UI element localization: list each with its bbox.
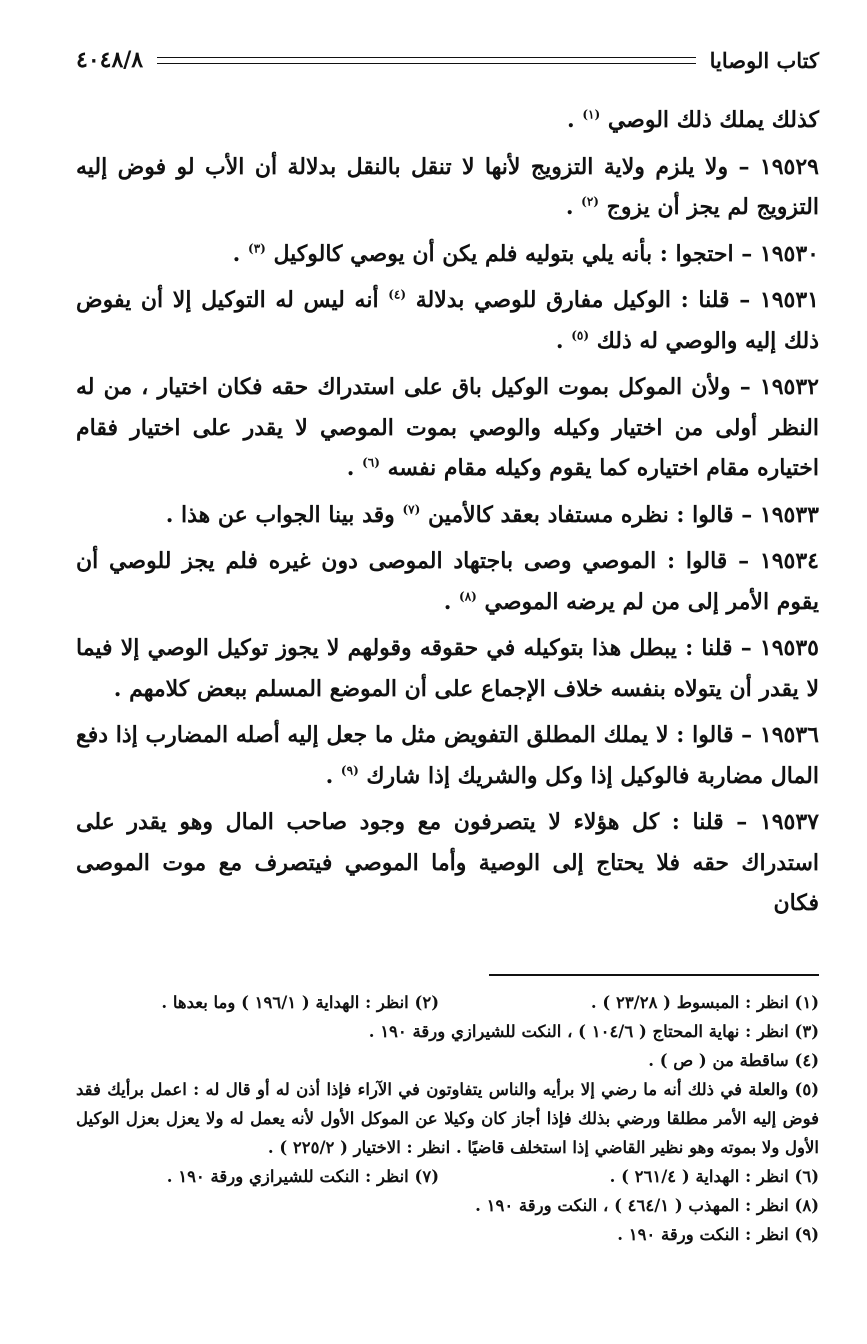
footnote-ref: (٨) <box>459 589 477 604</box>
page-number: ٤٠٤٨/٨ <box>76 47 144 73</box>
footnote: (٣) انظر : نهاية المحتاج ( ١٠٤/٦ ) ، النكت للشيرازي ورقة ١٩٠ . <box>368 1021 819 1041</box>
paragraph-number: ١٩٥٣٣ <box>759 501 819 528</box>
paragraph: ١٩٥٣٧ – قلنا : كل هؤلاء لا يتصرفون مع وجود صاحب المال وهو يقدر على استدراك حقه فلا يحتاج إلى الوصية وأما الموصي فيتصرف مع موت الموصى فكان <box>76 809 819 916</box>
footnote-ref: (١) <box>582 107 601 122</box>
footnote: (٢) انظر : الهداية ( ١٩٦/١ ) وما بعدها . <box>161 992 439 1012</box>
paragraph: ١٩٥٣٦ – قالوا : لا يملك المطلق التفويض مثل ما جعل إليه أصله المضارب إذا دفع المال مضاربة فالوكيل إذا وكل والشريك إذا شارك $^{(٩)}$ . <box>76 722 819 789</box>
footnote-ref: (٦) <box>362 455 380 470</box>
header-rule <box>157 57 696 64</box>
paragraph: ١٩٥٢٩ – ولا يلزم ولاية التزويج لأنها لا تنقل بالنقل بدلالة أن الأب لو فوض إليه التزويج لم يجز أن يزوج $^{(٢)}$ . <box>76 153 819 220</box>
paragraph: ١٩٥٣٥ – قلنا : يبطل هذا بتوكيله في حقوقه وقولهم لا يجوز توكيل الوصي إلا فيما لا يقدر أن يتولاه بنفسه خلاف الإجماع على أن الموضع المسلم ببعض كلامهم . <box>76 635 819 702</box>
paragraph-number: ١٩٥٣٥ <box>759 635 819 661</box>
paragraph: ١٩٥٣١ – قلنا : الوكيل مفارق للوصي بدلالة $^{(٤)}$ أنه ليس له التوكيل إلا أن يفوض ذلك إليه والوصي له ذلك $^{(٥)}$ . <box>76 287 819 354</box>
paragraph-number: ١٩٥٣١ <box>759 287 819 313</box>
paragraph: ١٩٥٣٤ – قالوا : الموصي وصى باجتهاد الموصى دون غيره فلم يجز للوصي أن يقوم الأمر إلى من لم يرضه الموصي $^{(٨)}$ . <box>76 548 819 615</box>
main-text <box>76 100 819 924</box>
paragraph: ١٩٥٣٣ – قالوا : نظره مستفاد بعقد كالأمين $^{(٧)}$ وقد بينا الجواب عن هذا . <box>165 501 819 528</box>
paragraph: ١٩٥٣٢ – ولأن الموكل بموت الوكيل باق على استدراك حقه فكان اختيار ، من له النظر أولى من اختيار وكيله والوصي بموت الموصي لا يقدر على اختيار فقام اختياره مقام اختياره كما يقوم وكيله مقام نفسه $^{(٦)}$ . <box>76 374 819 481</box>
book-title: كتاب الوصايا <box>709 47 819 73</box>
footnote: (٨) انظر : المهذب ( ٤٦٤/١ ) ، النكت ورقة ١٩٠ . <box>475 1195 819 1215</box>
footnote: (٩) انظر : النكت ورقة ١٩٠ . <box>617 1224 819 1244</box>
paragraph: كذلك يملك ذلك الوصي $^{(١)}$ . <box>567 107 819 133</box>
paragraph-number: ١٩٥٣٧ <box>759 809 819 835</box>
footnote: (٦) انظر : الهداية ( ٢٦١/٤ ) . <box>609 1166 819 1186</box>
paragraph: ١٩٥٣٠ – احتجوا : بأنه يلي بتوليه فلم يكن أن يوصي كالوكيل $^{(٣)}$ . <box>232 240 819 267</box>
paragraph-number: ١٩٥٣٢ <box>759 374 819 400</box>
paragraph-number: ١٩٥٣٦ <box>759 722 819 748</box>
footnote-separator <box>489 974 819 976</box>
footnote: (٥) والعلة في ذلك أنه ما رضي إلا برأيه والناس يتفاوتون في الآراء فإذا أذن له أو قال له : اعمل برأيك فقد فوض إليه الأمر مطلقا ورضي بذلك فإذا أجاز كان وكيلا عن الموكل الأول لأنه يعمل له ولا يعزل بعزل الوكيل الأول ولا بموته وهو نظير القاضي إذا استخلف قاضيًا . انظر : الاختيار ( ٢٢٥/٢ ) . <box>76 1079 819 1157</box>
footnote-ref: (٣) <box>248 241 266 256</box>
footnotes <box>76 988 819 1249</box>
footnote-row <box>76 988 819 1017</box>
footnote-ref: (٢) <box>581 194 599 209</box>
paragraph-number: ١٩٥٣٤ <box>759 548 819 574</box>
footnote-ref: (٩) <box>340 763 359 778</box>
footnote-ref: (٧) <box>402 502 421 517</box>
footnote: (٧) انظر : النكت للشيرازي ورقة ١٩٠ . <box>166 1166 439 1186</box>
footnote: (٤) ساقطة من ( ص ) . <box>648 1050 819 1070</box>
footnote-row <box>76 1162 819 1191</box>
paragraph-number: ١٩٥٢٩ <box>759 153 819 180</box>
footnote-ref: (٤) <box>388 287 407 302</box>
paragraph-number: ١٩٥٣٠ <box>759 240 819 267</box>
page-header <box>76 40 819 80</box>
footnote-ref: (٥) <box>571 328 590 343</box>
footnote: (١) انظر : المبسوط ( ٢٣/٢٨ ) . <box>590 992 819 1012</box>
